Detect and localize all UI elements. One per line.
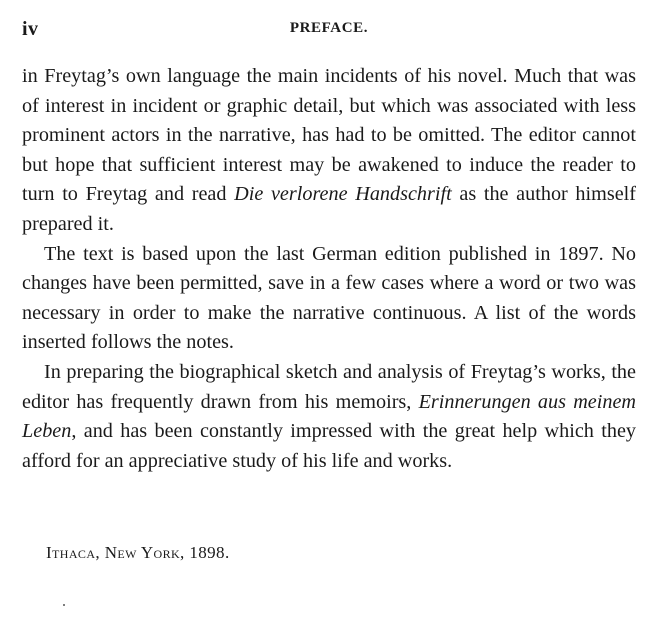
running-head bbox=[22, 18, 636, 42]
paragraph-biographical-sketch bbox=[22, 358, 636, 476]
memoirs-title: Erinnerungen aus meinem Leben bbox=[22, 390, 636, 443]
print-speck bbox=[63, 604, 65, 606]
paragraph-continuation bbox=[22, 62, 636, 240]
paragraph-1-text-b: as the author himself prepared it. bbox=[22, 183, 636, 235]
novel-title: Die verlorene Handschrift bbox=[234, 183, 452, 206]
paragraph-3-text-b: , and has been constantly impressed with the great help which they afford for an appreciative study of his life and works. bbox=[22, 420, 636, 472]
paragraph-1-text-a: in Freytag’s own language the main incidents of his novel. Much that was of interest in incident or graphic detail, but which was associated with less prominent actors in the narrative, has had to be omitted. The editor cannot but hope that sufficient interest may be awakened to induce the reader to turn to Freytag and read bbox=[22, 65, 636, 206]
running-title: PREFACE. bbox=[289, 20, 369, 36]
paragraph-3-text-a: In preparing the biographical sketch and analysis of Freytag’s works, the editor has frequently drawn from his memoirs, bbox=[22, 360, 636, 413]
page-number: iv bbox=[22, 18, 39, 40]
place-date-signature: Ithaca, New York, 1898. bbox=[46, 543, 230, 562]
paragraph-2-text: The text is based upon the last German edition published in 1897. No changes have been permitted, save in a few cases where a word or two was necessary in order to make the narrative continuous. A list of the words inserted follows the notes. bbox=[22, 242, 636, 354]
paragraph-text-edition bbox=[22, 240, 636, 358]
preface-body bbox=[22, 62, 636, 476]
